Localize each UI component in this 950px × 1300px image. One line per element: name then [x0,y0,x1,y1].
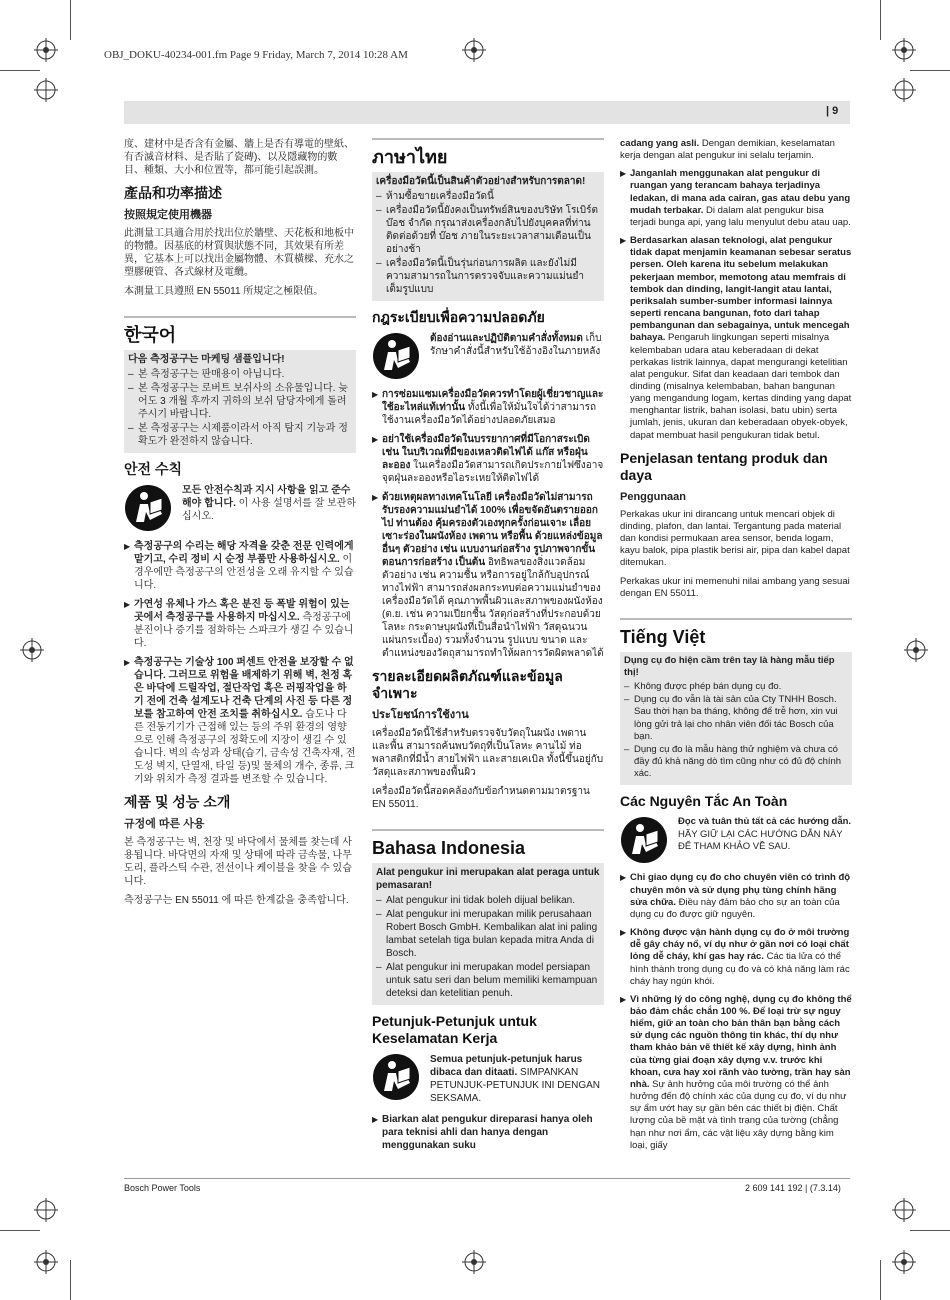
safety-bullet [620,235,852,442]
safety-text: เก็บรักษาคำสั่งนี้สำหรับใช้อ้างอิงในภายหลัง [430,333,602,357]
list-item: – 본 측정공구는 로버트 보쉬사의 소유물입니다. 늦어도 3 개월 후까지 귀하의 보쉬 담당자에게 돌려 주시기 바랍니다. [128,382,352,421]
crop-mark [880,1260,881,1300]
language-divider [620,618,852,620]
safety-text: 이 사용 설명서를 잘 보관하십시오. [182,498,357,522]
bullet-bold: 가연성 유체나 가스 혹은 분진 등 폭발 위험이 있는 곳에서 측정공구를 사용하지 마십시오. [134,599,350,623]
paragraph: 측정공구는 EN 55011 에 따른 한계값을 충족합니다. [124,895,349,906]
registration-mark-icon [34,38,58,62]
read-manual-icon [620,816,668,864]
safety-bullet [124,656,356,786]
page-number: | 9 [826,105,839,117]
section-heading: 產品和功率描述 [124,185,222,201]
registration-mark-icon [892,38,916,62]
registration-mark-icon [892,1250,916,1274]
list-item: – Dụng cụ đo là mẫu hàng thử nghiệm và chưa có đầy đủ khả năng dò tìm cũng như có đủ độ chính xác. [624,744,848,780]
safety-bullet [620,168,852,229]
list-item: – 본 측정공구는 판매용이 아닙니다. [128,368,352,381]
bullet-bold: Biarkan alat pengukur direparasi hanya oleh para teknisi ahli dan hanya dengan menggunakan suku [382,1114,593,1151]
column-1 [124,138,356,913]
safety-bullet [124,540,356,592]
section-heading: รายละเอียดผลิตภัณฑ์และข้อมูลจำเพาะ [372,668,563,701]
notice-title: Alat pengukur ini merupakan alat peraga untuk pemasaran! [376,867,600,891]
bullet-bold: ด้วยเหตุผลทางเทคโนโลยี เครื่องมือวัดไม่สามารถรับรองความแม่นยำได้ 100% เพื่อขจัดอันตรายออกไป ท่านต้อง คุ้มครองตัวเองทุกครั้งก่อนเจาะ เลื่อย เซาะร่องในผนังห้อง เพดาน หรือพื้น ด้วยแหล่งข้อมูลอื่นๆ ตัวอย่าง เช่น แบบงานก่อสร้าง รูปภาพจากขั้นตอนการก่อสร้าง เป็นต้น [382,492,603,568]
slug-line: OBJ_DOKU-40234-001.fm Page 9 Friday, March 7, 2014 10:28 AM [104,49,408,61]
paragraph: เครื่องมือวัดนี้ใช้สำหรับตรวจจับวัตถุในผนัง เพดาน และพื้น สามารถค้นพบวัตถุที่เป็นโลหะ คานไม้ ท่อพลาสติกที่มีน้ำ สายไฟฟ้า และสายเคเบิล ทั้งนี้ขึ้นอยู่กับวัสดุและสภาพของพื้นผิว [372,728,604,778]
safety-bullet [620,872,852,921]
footer-brand: Bosch Power Tools [124,1183,201,1193]
bullet-text: Điều này đảm bảo cho sự an toàn của dụng cụ đo được giữ nguyên. [630,896,840,920]
bullet-bold: Vì những lý do công nghệ, dụng cụ đo không thể bảo đảm chắc chắn 100 %. Để loại trừ sự nguy hiểm, giữ an toàn cho bản thân bạn bằng cách sử dụng các nguồn thông tin khác, thí dụ như tham khảo bản vẽ thiết kế xây dựng, hình ảnh của từng giai đoạn xây dựng v.v. trước khi khoan, cưa hay xoi rãnh vào tường, trần hay sàn nhà. [630,993,852,1090]
subsection-heading: 按照規定使用機器 [124,209,212,221]
list-item: – Alat pengukur ini tidak boleh dijual belikan. [376,894,600,907]
registration-mark-icon [34,1198,58,1222]
paragraph: 此測量工具適合用於找出位於牆壁、天花板和地板中的物體。因基底的材質與狀態不同，其效果有所差異，它基本上可以找出金屬物體、木質橫樑、充水之塑膠硬管、各式線材及電纜。 [124,228,354,278]
safety-bullet [620,927,852,988]
language-divider [372,138,604,140]
safety-bullet [124,598,356,650]
safety-bullet [620,994,852,1152]
section-heading: 안전 수칙 [124,461,182,477]
list-item: – Dụng cụ đo vẫn là tài sản của Cty TNHH Bosch. Sau thời hạn ba tháng, không để trễ hơn, xin vui lòng gửi trả lại cho nhân viên đối tác Bosch của bạn. [624,694,848,743]
bullet-bold: การซ่อมแซมเครื่องมือวัดควรทำโดยผู้เชี่ยวชาญและใช้อะไหล่แท้เท่านั้น [382,389,604,413]
bullet-text: อิทธิพลของสิ่งแวดล้อม ตัวอย่าง เช่น ความชื้น หรือการอยู่ใกล้กับอุปกรณ์ทางไฟฟ้า สามารถส่งผลกระทบต่อความแม่นยำของเครื่องมือวัดได้ คุณภาพพื้นผิวและสภาพของผนังห้อง (ต.ย. เช่น ความเปียกชื้น วัสดุก่อสร้างที่ประกอบด้วยโลหะ กระดาษบุผนังที่เป็นสื่อนำไฟฟ้า วัสดุฉนวน แผ่นกระเบื้อง) รวมทั้งจำนวน รูปแบบ ขนาด และตำแหน่งของวัตถุสามารถทำให้ผลการวัดผิดพลาดได้ [382,557,604,659]
safety-notice [372,332,604,380]
bullet-bold: อย่าใช้เครื่องมือวัดในบรรยากาศที่มีโอกาสระเบิด เช่น ในบริเวณที่มีของเหลวติดไฟได้ แก๊ส หรือฝุ่นละออง [382,434,590,471]
bullet-text: Dengan demikian, keselamatan kerja dengan alat pengukur ini selalu terjamin. [620,138,835,162]
bullet-text: Các tia lửa có thể hình thành trong dụng cụ đo và có khả năng làm rác cháy hay ngún khói. [630,951,850,987]
language-heading: Tiếng Việt [620,626,706,647]
section-heading: Petunjuk-Petunjuk untuk Keselamatan Kerja [372,1013,537,1046]
bullet-text: ทั้งนี้เพื่อให้มั่นใจได้ว่าสามารถใช้งานเครื่องมือวัดได้อย่างปลอดภัยเสมอ [382,402,596,426]
list-item: – เครื่องมือวัดนี้ยังคงเป็นทรัพย์สินของบริษัท โรเบิร์ต บ๊อช จำกัด กรุณาส่งเครื่องกลับไปยังบุคคลที่ท่านติดต่อด้วยที่ บ๊อช ภายในระยะเวลาสามเดือนเป็นอย่างช้า [376,204,600,256]
safety-bullet [372,388,604,427]
subsection-heading: ประโยชน์การใช้งาน [372,709,469,721]
crop-mark [70,1260,71,1300]
safety-notice [372,1053,604,1105]
notice-title: Dụng cụ đo hiện cầm trên tay là hàng mẫu tiếp thị! [624,654,835,678]
registration-mark-icon [34,1250,58,1274]
section-heading: Penjelasan tentang produk dan daya [620,449,828,483]
crop-mark [880,0,881,40]
safety-notice [620,816,852,864]
bullet-text: Di dalam alat pengukur bisa terjadi bunga api, yang lalu menyulut debu atau uap. [630,204,851,228]
safety-bullet [372,433,604,485]
safety-bold: ต้องอ่านและปฏิบัติตามคำสั่งทั้งหมด [430,333,583,344]
column-2 [372,138,604,1158]
safety-bold: Semua petunjuk-petunjuk harus dibaca dan ditaati. [430,1054,583,1078]
footer-docnum: 2 609 141 192 | (7.3.14) [745,1183,841,1193]
registration-mark-icon [892,78,916,102]
header-band [124,101,850,124]
language-heading: Bahasa Indonesia [372,838,526,858]
bullet-bold: cadang yang asli. [620,138,700,149]
paragraph: Perkakas ukur ini dirancang untuk mencari objek di dinding, plafon, dan lantai. Tergantung pada material dan kondisi permukaan area sensor, benda logam, kayu balok, pipa plastik berisi air, pipa dan kabel dapat ditemukan. [620,508,850,569]
crop-mark [910,1230,950,1231]
section-heading: กฎระเบียบเพื่อความปลอดภัย [372,309,545,325]
safety-notice [124,484,356,532]
bullet-text: ในเครื่องมือวัดสามารถเกิดประกายไฟซึ่งอาจจุดฝุ่นละอองหรือไอระเหยให้ติดไฟได้ [382,460,604,484]
safety-bold: Đọc và tuân thủ tất cả các hướng dẫn. [678,816,852,828]
crop-mark [70,0,71,40]
safety-bullet [372,491,604,660]
crop-mark [0,70,40,71]
registration-mark-icon [904,638,928,662]
notice-box [620,652,852,786]
bullet-text: 습도나 다른 전동기기가 근접해 있는 등의 주위 환경의 영향으로 인해 측정공구의 정확도에 지장이 생길 수 있습니다. 벽의 속성과 상태(습기, 금속성 건축자재, 전도성 벽지, 단열재, 타일 등)및 물체의 개수, 종류, 크기와 위치가 측정 결과를 변조할 수 있습니다. [134,709,356,785]
registration-mark-icon [20,638,44,662]
list-item: – 본 측정공구는 시제품이라서 아직 탐지 기능과 정확도가 완전하지 않습니다. [128,422,352,448]
list-item: – Alat pengukur ini merupakan milik perusahaan Robert Bosch GmbH. Kembalikan alat ini paling lambat setelah tiga bulan kepada mitra Anda di Bosch. [376,908,600,960]
notice-title: 다음 측정공구는 마케팅 샘플입니다! [128,354,285,365]
safety-text: SIMPANKAN PETUNJUK-PETUNJUK INI DENGAN SEKSAMA. [430,1067,601,1104]
notice-box [124,350,356,453]
column-3 [620,138,852,1158]
registration-mark-icon [462,38,486,62]
bullet-bold: 측정공구는 기술상 100 퍼센트 안전을 보장할 수 없습니다. 그러므로 위험을 배제하기 위해 벽, 천정 혹은 바닥에 드릴작업, 절단작업 혹은 러핑작업을 하기 전에 건축 설계도나 건축 단계의 사진 등 다른 정보를 참고하여 안전 조치를 취하십시오. [134,657,354,720]
bullet-text: Sự ảnh hưởng của môi trường có thể ảnh hưởng đến độ chính xác của dụng cụ đo, ví dụ như sự ẩm ướt hay sự gần bên các thiết bị điện. Chất lượng của bề mặt và tình trạng của tường (chẳng hạn như nơi ẩm, các vật liệu xây dựng bằng kim loại, giấy [630,1078,847,1151]
safety-text: HÃY GIỮ LẠI CÁC HƯỚNG DẪN NÀY ĐỂ THAM KHẢO VỀ SAU. [678,828,843,852]
paragraph: 本測量工具遵照 EN 55011 所規定之極限值。 [124,286,324,297]
bullet-bold: Janganlah menggunakan alat pengukur di ruangan yang terancam bahaya terjadinya ledakan, di mana ada cairan, gas atau debu yang mudah terbakar. [630,168,851,216]
safety-bullet [372,1113,604,1152]
subsection-heading: 규정에 따른 사용 [124,818,205,830]
bullet-bold: Berdasarkan alasan teknologi, alat pengukur tidak dapat menjamin keamanan sebesar seratus persen. Oleh karena itu sebelum melakukan pekerjaan membor, memotong atau memfrais di tembok dan dinding, langit-langit atau lantai, periksalah sumber-sumber informasi lainnya seperti rencana bangunan, foto dari tahap pembangunan dan sebagainya, untuk mencegah bahaya. [630,235,852,344]
paragraph: 度、建材中是否含有金屬、牆上是否有導電的壁紙、有否滅音材料、是否貼了瓷磚)、以及隱藏物的數目、種類、大小和位置等，都可能引起誤測。 [124,139,354,176]
footer-rule [124,1178,850,1179]
language-heading: ภาษาไทย [372,147,448,167]
registration-mark-icon [462,1250,486,1274]
bullet-bold: 측정공구의 수리는 해당 자격을 갖춘 전문 인력에게 맡기고, 수리 정비 시 순정 부품만 사용하십시오. [134,541,354,565]
section-heading: Các Nguyên Tắc An Toàn [620,793,788,810]
bullet-text: Pengaruh lingkungan seperti misalnya kelembaban udara atau keberadaan di dekat perkakas listrik lainnya, dapat mengurangi ketelitian alat pengukur. Sifat dan keadaan dari tembok dan dinding (misalnya kelembaban, bahan bangunan yang mengandung logam, kertas dinding yang dapat menghantar listrik, bahan isolasi, batu ubin) serta jumlah, jenis, ukuran dan keberadaan obyek-obyek, dapat membuat hasil pengukuran tidak betul. [630,332,852,441]
bullet-bold: Không được vận hành dụng cụ đo ở môi trường dễ gây cháy nổ, ví dụ như ở gần nơi có loại chất lỏng dễ cháy, khí gas hay rác. [630,927,850,963]
read-manual-icon [372,332,420,380]
read-manual-icon [372,1053,420,1101]
crop-mark [910,70,950,71]
bullet-text: 측정공구에 분진이나 증기를 점화하는 스파크가 생길 수 있습니다. [134,612,354,649]
list-item: – เครื่องมือวัดนี้เป็นรุ่นก่อนการผลิต และยังไม่มีความสามารถในการตรวจจับและความแม่นยำเต็มรูปแบบ [376,257,600,296]
notice-title: เครื่องมือวัดนี้เป็นสินค้าตัวอย่างสำหรับการตลาด! [376,176,586,187]
bullet-text: 이 경우에만 측정공구의 안전성을 오래 유지할 수 있습니다. [134,554,354,591]
crop-mark [0,1230,40,1231]
read-manual-icon [124,484,172,532]
list-item: – Không được phép bán dụng cụ đo. [624,681,848,693]
language-divider [124,316,356,318]
language-divider [372,829,604,831]
list-item: – Alat pengukur ini merupakan model persiapan untuk satu seri dan belum memiliki kemampuan deteksi dan ketelitian penuh. [376,961,600,1000]
notice-box [372,863,604,1005]
paragraph: Perkakas ukur ini memenuhi nilai ambang yang sesuai dengan EN 55011. [620,575,850,599]
registration-mark-icon [34,78,58,102]
paragraph [620,138,852,162]
section-heading: 제품 및 성능 소개 [124,794,231,810]
registration-mark-icon [892,1198,916,1222]
subsection-heading: Penggunaan [620,490,687,503]
language-heading: 한국어 [124,325,177,345]
list-item: – ห้ามซื้อขายเครื่องมือวัดนี้ [376,190,600,203]
paragraph: 본 측정공구는 벽, 천장 및 바닥에서 물체를 찾는데 사용됩니다. 바닥면의 자재 및 상태에 따라 금속물, 나무도리, 플라스틱 수관, 전선이나 케이블을 찾을 수 있습니다. [124,837,352,887]
bullet-bold: Chỉ giao dụng cụ đo cho chuyên viên có trình độ chuyên môn và sử dụng phụ tùng chính hãng sửa chữa. [630,872,851,908]
safety-bold: 모든 안전수칙과 지시 사항을 읽고 준수해야 합니다. [182,485,351,509]
paragraph: เครื่องมือวัดนี้สอดคล้องกับข้อกำหนดตามมาตรฐาน EN 55011. [372,786,590,810]
notice-box [372,172,604,301]
